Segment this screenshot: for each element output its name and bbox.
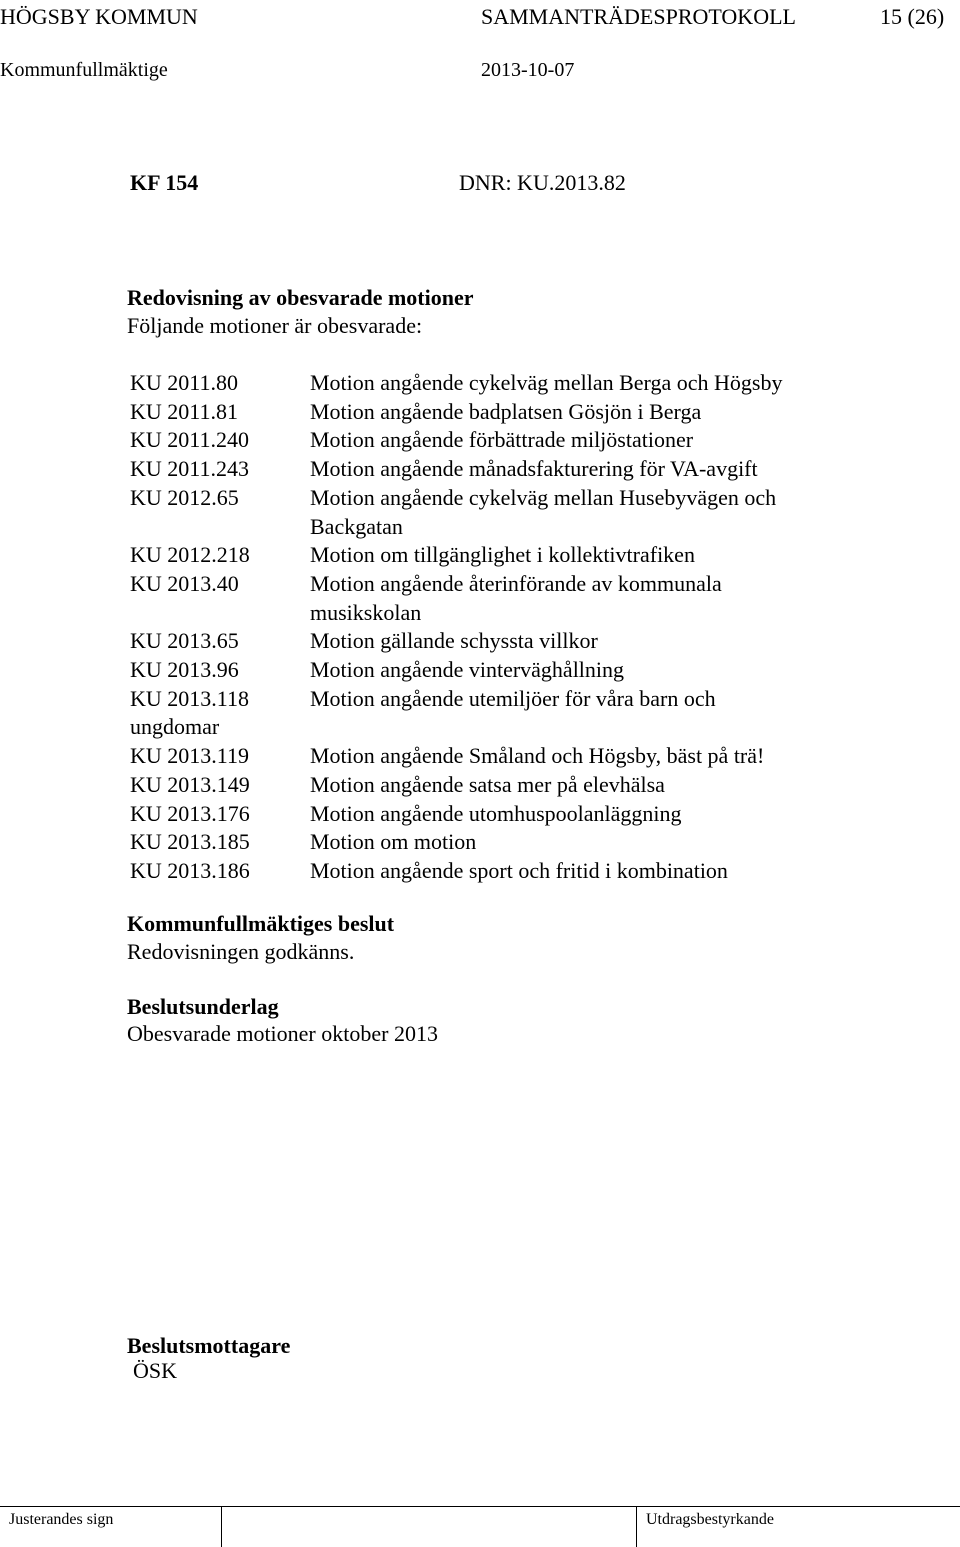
list-item [0, 571, 960, 600]
motion-code: KU 2013.185 [130, 829, 250, 855]
meeting-date: 2013-10-07 [481, 59, 575, 81]
motion-title: Motion angående sport och fritid i kombination [310, 857, 728, 883]
motion-code: KU 2013.65 [130, 628, 239, 654]
extract-label: Utdragsbestyrkande [646, 1511, 774, 1528]
recipients-text: ÖSK [133, 1358, 178, 1383]
list-item [0, 772, 960, 801]
municipality-name: HÖGSBY KOMMUN [0, 4, 198, 29]
list-item [0, 370, 960, 399]
list-item [0, 858, 960, 887]
motion-title: musikskolan [310, 599, 422, 625]
list-item [0, 514, 960, 543]
motion-code: KU 2012.218 [130, 542, 250, 568]
list-item [0, 714, 960, 743]
motion-title: Motion angående vinterväghållning [310, 657, 625, 682]
motion-title: Motion angående månadsfakturering för VA-avgift [310, 456, 758, 482]
list-item [0, 542, 960, 571]
basis-text: Obesvarade motioner oktober 2013 [127, 1021, 438, 1046]
motion-code: KU 2013.149 [130, 771, 250, 797]
assembly-name: Kommunfullmäktige [0, 59, 168, 81]
motion-title: Motion angående återinförande av kommunala [310, 570, 722, 596]
footer-extract-box-divider [636, 1506, 637, 1547]
motion-code: KU 2013.176 [130, 800, 250, 826]
motion-title: Motion gällande schyssta villkor [310, 628, 598, 654]
document-type: SAMMANTRÄDESPROTOKOLL [481, 4, 796, 29]
recipients-heading: Beslutsmottagare [127, 1333, 291, 1358]
motion-title: Motion angående satsa mer på elevhälsa [310, 771, 665, 797]
motion-code: KU 2013.40 [130, 570, 239, 596]
motion-title: Motion angående cykelväg mellan Husebyvägen och [310, 484, 777, 510]
list-item [0, 485, 960, 514]
motion-title: Motion angående förbättrade miljöstationer [310, 427, 694, 453]
motion-title: Motion angående badplatsen Gösjön i Berga [310, 398, 702, 424]
case-number: KF 154 [130, 170, 199, 195]
list-item [0, 456, 960, 485]
motion-code: ungdomar [130, 714, 220, 740]
list-item [0, 600, 960, 629]
list-item [0, 801, 960, 830]
list-item [0, 628, 960, 657]
decision-text: Redovisningen godkänns. [127, 939, 355, 964]
list-item [0, 743, 960, 772]
section-heading: Redovisning av obesvarade motioner [127, 285, 474, 310]
decision-heading: Kommunfullmäktiges beslut [127, 911, 395, 936]
motion-title: Backgatan [310, 513, 403, 539]
motion-title: Motion angående utomhuspoolanläggning [310, 800, 682, 826]
list-item [0, 657, 960, 686]
basis-heading: Beslutsunderlag [127, 994, 279, 1019]
motion-code: KU 2013.96 [130, 657, 239, 682]
diary-number: DNR: KU.2013.82 [459, 170, 626, 195]
section-intro: Följande motioner är obesvarade: [127, 313, 423, 338]
motion-code: KU 2011.243 [130, 456, 249, 482]
motion-title: Motion angående cykelväg mellan Berga och Högsby [310, 370, 783, 395]
page-number: 15 (26) [880, 4, 945, 29]
motion-code: KU 2011.240 [130, 427, 249, 453]
motion-title: Motion angående Småland och Högsby, bäst på trä! [310, 743, 765, 769]
footer-sign-box-divider [221, 1506, 222, 1547]
motion-title: Motion om motion [310, 829, 477, 855]
list-item [0, 399, 960, 428]
motion-code: KU 2013.119 [130, 743, 249, 769]
motion-title: Motion angående utemiljöer för våra barn och [310, 685, 716, 711]
motion-code: KU 2013.186 [130, 857, 250, 883]
footer-divider [0, 1506, 960, 1507]
signature-label: Justerandes sign [9, 1511, 114, 1528]
motion-title: Motion om tillgänglighet i kollektivtrafiken [310, 542, 695, 568]
list-item [0, 829, 960, 858]
motion-code: KU 2011.80 [130, 370, 238, 395]
motion-code: KU 2013.118 [130, 685, 249, 711]
list-item [0, 686, 960, 715]
motion-code: KU 2011.81 [130, 398, 238, 424]
motion-code: KU 2012.65 [130, 484, 239, 510]
list-item [0, 427, 960, 456]
